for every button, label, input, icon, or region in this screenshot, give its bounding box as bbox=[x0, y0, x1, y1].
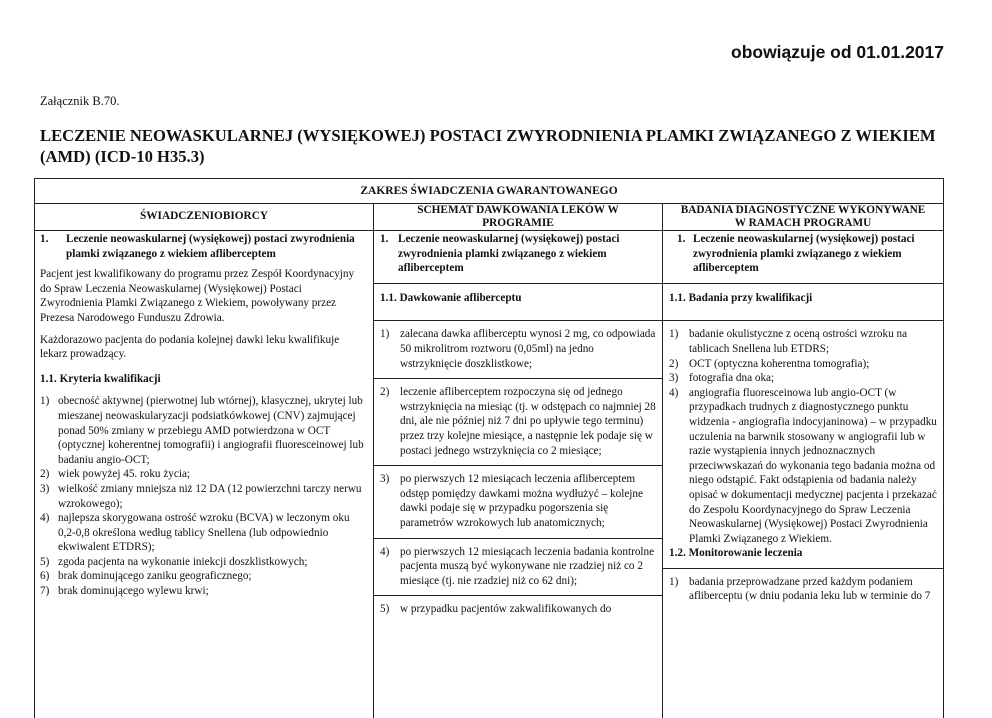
qualification-paragraph: Pacjent jest kwalifikowany do programu przez Zespół Koordynacyjny do Spraw Leczenia Neowaskularnej (Wysiękowej) Postaci Zwyrodnienia Plamki Związanego z Wiekiem, powoływany przez Prezesa Narodowego Funduszu Zdrowia. bbox=[40, 268, 355, 324]
list-item: 5) zgoda pacjenta na wykonanie iniekcji doszklistkowych; bbox=[40, 555, 308, 568]
criteria-list bbox=[40, 394, 366, 598]
list-item: 1) badanie okulistyczne z oceną ostrości wzroku na tablicach Snellena lub ETDRS; bbox=[669, 328, 908, 355]
annex-label: Załącznik B.70. bbox=[40, 94, 120, 108]
list-item: 3) wielkość zmiany mniejsza niż 12 DA (12 powierzchni tarczy nerwu wzrokowego); bbox=[40, 482, 362, 510]
list-item: 4) po pierwszych 12 miesiącach leczenia badania kontrolne pacjenta muszą być wykonywane nie rzadziej niż co 2 miesiące (tj. nie rzadziej niż co 62 dni); bbox=[374, 538, 662, 596]
list-item: 1) obecność aktywnej (pierwotnej lub wtórnej), klasycznej, ukrytej lub mieszanej neowaskularyzacji podsiatkówkowej (CNV) zajmującej ponad 50% zmiany w przebiegu AMD potwierdzona w OCT (optycznej koherentnej tomografii) i angiografii fluoresceinowej lub badaniu angio-OCT; bbox=[40, 395, 364, 466]
monitoring-list bbox=[669, 575, 937, 604]
col2-content bbox=[374, 231, 662, 624]
list-item: 3) fotografia dna oka; bbox=[669, 372, 775, 385]
col3-heading: 1. Leczenie neowaskularnej (wysiękowej) postaci zwyrodnienia plamki związanego z wiekiem afliberceptem bbox=[677, 233, 915, 275]
list-item: 2) leczenie afliberceptem rozpoczyna się od jednego wstrzyknięcia na miesiąc (tj. w odstępach co najmniej 28 dni, ale nie później niż 7 dni po upływie tego terminu) przez trzy kolejne miesiące, a następnie lek podaje się w postaci jednego wstrzyknięcia co 2 miesiące; bbox=[374, 378, 662, 465]
col1-content bbox=[40, 231, 366, 599]
col1-heading: 1. Leczenie neowaskularnej (wysiękowej) postaci zwyrodnienia plamki związanego z wiekiem afliberceptem bbox=[40, 233, 355, 260]
list-item: 1) badania przeprowadzane przed każdym podaniem afliberceptu (w dniu podania leku lub w terminie do 7 bbox=[669, 575, 931, 603]
list-item: 2) OCT (optyczna koherentna tomografia); bbox=[669, 357, 870, 370]
document-title: LECZENIE NEOWASKULARNEJ (WYSIĘKOWEJ) POSTACI ZWYRODNIENIA PLAMKI ZWIĄZANEGO Z WIEKIEM (AMD) (ICD-10 H35.3) bbox=[40, 126, 936, 166]
col2-header: SCHEMAT DAWKOWANIA LEKÓW W PROGRAMIE bbox=[374, 203, 662, 231]
col3-header: BADANIA DIAGNOSTYCZNE WYKONYWANE W RAMACH PROGRAMU bbox=[663, 203, 943, 231]
col1-header: ŚWIADCZENIOBIORCY bbox=[35, 203, 373, 231]
scope-header: ZAKRES ŚWIADCZENIA GWARANTOWANEGO bbox=[35, 179, 943, 204]
dosing-heading: 1.1. Dawkowanie afliberceptu bbox=[380, 291, 522, 304]
doctor-paragraph: Każdorazowo pacjenta do podania kolejnej dawki leku kwalifikuje lekarz prowadzący. bbox=[40, 333, 340, 361]
monitoring-heading: 1.2. Monitorowanie leczenia bbox=[669, 547, 803, 560]
list-item: 2) wiek powyżej 45. roku życia; bbox=[40, 468, 191, 481]
list-item: 3) po pierwszych 12 miesiącach leczenia afliberceptem odstęp pomiędzy dawkami można wydłużyć – kolejne dawki podaje się w przypadku pogorszenia się parametrów wzrokowych lub anatomicznych; bbox=[374, 465, 662, 537]
list-item: 4) najlepsza skorygowana ostrość wzroku (BCVA) w leczonym oku 0,2-0,8 określona według tablicy Snellena (lub odpowiednio ekwiwalent ETDRS); bbox=[40, 512, 350, 554]
criteria-heading: 1.1. Kryteria kwalifikacji bbox=[40, 372, 161, 385]
list-item: 1) zalecana dawka afliberceptu wynosi 2 mg, co odpowiada 50 mikrolitrom roztworu (0,05ml) na jedno wstrzyknięcie doszklistkowe; bbox=[374, 320, 662, 378]
program-table bbox=[34, 178, 944, 718]
col3-content bbox=[663, 231, 943, 604]
validity-date: obowiązuje od 01.01.2017 bbox=[731, 42, 944, 62]
col2-heading: 1. Leczenie neowaskularnej (wysiękowej) postaci zwyrodnienia plamki związanego z wiekiem afliberceptem bbox=[380, 233, 620, 275]
list-item: 5) w przypadku pacjentów zakwalifikowanych do bbox=[374, 595, 662, 624]
list-item: 7) brak dominującego wylewu krwi; bbox=[40, 585, 209, 598]
list-item: 4) angiografia fluoresceinowa lub angio-OCT (w przypadkach trudnych z diagnostycznego punktu widzenia - angiografia indocyjaninowa) – w przypadku uczulenia na barwnik stosowany w angiografii lub w razie wystąpienia innych jednoznacznych przeciwwskazań do wykonania tego badania można od niego odstąpić. Fakt odstąpienia od badania należy opisać w dokumentacji medycznej pacjenta i przekazać do Zespołu Koordynacyjnego do Spraw Leczenia Neowaskularnej (Wysiękowej) Postaci Zwyrodnienia Plamki Związanego z Wiekiem. bbox=[669, 386, 937, 545]
qualification-tests-heading: 1.1. Badania przy kwalifikacji bbox=[669, 291, 813, 304]
list-item: 6) brak dominującego zaniku geograficznego; bbox=[40, 570, 252, 583]
qualification-tests-list bbox=[669, 327, 937, 546]
